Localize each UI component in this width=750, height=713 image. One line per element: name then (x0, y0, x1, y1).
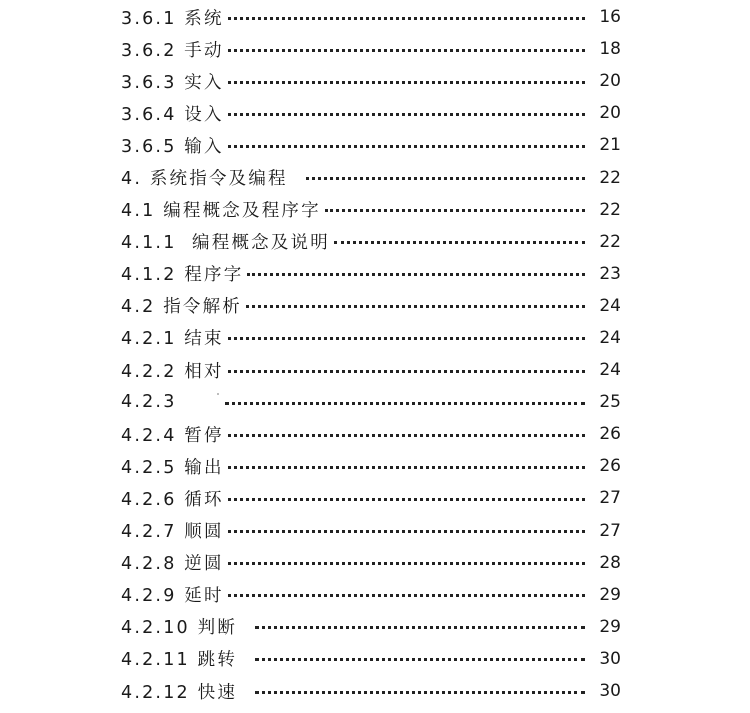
dot-leader (228, 498, 585, 501)
toc-entry[interactable] (121, 386, 621, 418)
dot-leader (228, 466, 585, 469)
dot-leader (255, 658, 585, 661)
toc-entry-label: 3.6.1 系统 (121, 8, 224, 29)
toc-entry-page: 30 (599, 648, 621, 669)
toc-entry-label: 3.6.4 设入 (121, 104, 224, 125)
toc-entry[interactable] (121, 97, 621, 129)
dot-leader (255, 626, 585, 629)
toc-entry-page: 24 (599, 360, 621, 381)
toc-entry-label: 4.2.6 循环 (121, 489, 224, 510)
toc-entry-label: 4.2.10 判断 (121, 618, 238, 639)
toc-entry-label: 4.2.2 相对 (121, 361, 224, 382)
toc-entry[interactable] (121, 482, 621, 514)
toc-entry[interactable] (121, 1, 621, 33)
toc-entry-page: 22 (599, 231, 621, 252)
toc-entry-label: 4.2.3 (121, 392, 177, 413)
toc-entry[interactable] (121, 515, 621, 547)
toc-entry-label: 4.2.1 结束 (121, 329, 224, 350)
toc-entry-label: 4.2.5 输出 (121, 457, 224, 478)
toc-entry-label: 3.6.5 输入 (121, 136, 224, 157)
dot-leader (247, 273, 585, 276)
dot-leader (228, 113, 585, 116)
table-of-contents (121, 0, 621, 707)
toc-entry[interactable] (121, 418, 621, 450)
dot-leader (306, 177, 585, 180)
toc-entry-label: 4.2.12 快速 (121, 682, 238, 703)
dot-leader (228, 49, 585, 52)
dot-leader (334, 241, 585, 244)
toc-entry[interactable] (121, 290, 621, 322)
toc-entry[interactable] (121, 194, 621, 226)
dot-leader (225, 402, 585, 405)
toc-entry-page: 29 (599, 584, 621, 605)
dot-leader (246, 305, 585, 308)
scan-speck (217, 393, 219, 395)
toc-entry[interactable] (121, 611, 621, 643)
toc-entry[interactable] (121, 322, 621, 354)
toc-entry[interactable] (121, 161, 621, 193)
toc-entry-label: 4.2.4 暂停 (121, 425, 224, 446)
toc-entry[interactable] (121, 129, 621, 161)
toc-entry-page: 24 (599, 327, 621, 348)
dot-leader (228, 530, 585, 533)
dot-leader (228, 81, 585, 84)
dot-leader (228, 594, 585, 597)
dot-leader (228, 562, 585, 565)
toc-entry-page: 22 (599, 167, 621, 188)
dot-leader (228, 434, 585, 437)
toc-entry[interactable] (121, 675, 621, 707)
toc-entry-page: 26 (599, 424, 621, 445)
toc-entry-page: 30 (599, 681, 621, 702)
toc-entry[interactable] (121, 65, 621, 97)
toc-entry[interactable] (121, 354, 621, 386)
dot-leader (228, 145, 585, 148)
toc-entry[interactable] (121, 579, 621, 611)
toc-entry-page: 16 (599, 7, 621, 28)
toc-entry-page: 18 (599, 39, 621, 60)
dot-leader (325, 209, 585, 212)
toc-entry-page: 21 (599, 135, 621, 156)
toc-entry-label: 4.1.2 程序字 (121, 265, 244, 286)
toc-entry-page: 27 (599, 488, 621, 509)
toc-entry-page: 27 (599, 520, 621, 541)
toc-entry[interactable] (121, 33, 621, 65)
toc-entry-page: 28 (599, 552, 621, 573)
toc-entry-label: 4.2 指令解析 (121, 297, 242, 318)
toc-entry[interactable] (121, 258, 621, 290)
toc-entry-label: 4.1 编程概念及程序字 (121, 201, 321, 222)
toc-entry-label: 4.2.11 跳转 (121, 650, 238, 671)
toc-entry-page: 24 (599, 295, 621, 316)
toc-entry[interactable] (121, 547, 621, 579)
toc-entry-label: 3.6.2 手动 (121, 40, 224, 61)
toc-entry-page: 22 (599, 199, 621, 220)
dot-leader (255, 691, 585, 694)
dot-leader (228, 17, 585, 20)
toc-entry-label: 3.6.3 实入 (121, 72, 224, 93)
toc-entry-page: 20 (599, 103, 621, 124)
toc-entry-label: 4. 系统指令及编程 (121, 169, 288, 190)
toc-entry[interactable] (121, 450, 621, 482)
toc-entry[interactable] (121, 226, 621, 258)
toc-entry-page: 25 (599, 392, 621, 413)
toc-entry-label: 4.2.7 顺圆 (121, 522, 224, 543)
toc-entry-label: 4.1.1 编程概念及说明 (121, 233, 330, 254)
dot-leader (228, 370, 585, 373)
toc-entry-page: 26 (599, 456, 621, 477)
toc-entry-page: 23 (599, 263, 621, 284)
toc-entry-label: 4.2.8 逆圆 (121, 554, 224, 575)
toc-entry[interactable] (121, 643, 621, 675)
dot-leader (228, 337, 585, 340)
toc-entry-page: 29 (599, 616, 621, 637)
toc-entry-page: 20 (599, 71, 621, 92)
toc-entry-label: 4.2.9 延时 (121, 586, 224, 607)
